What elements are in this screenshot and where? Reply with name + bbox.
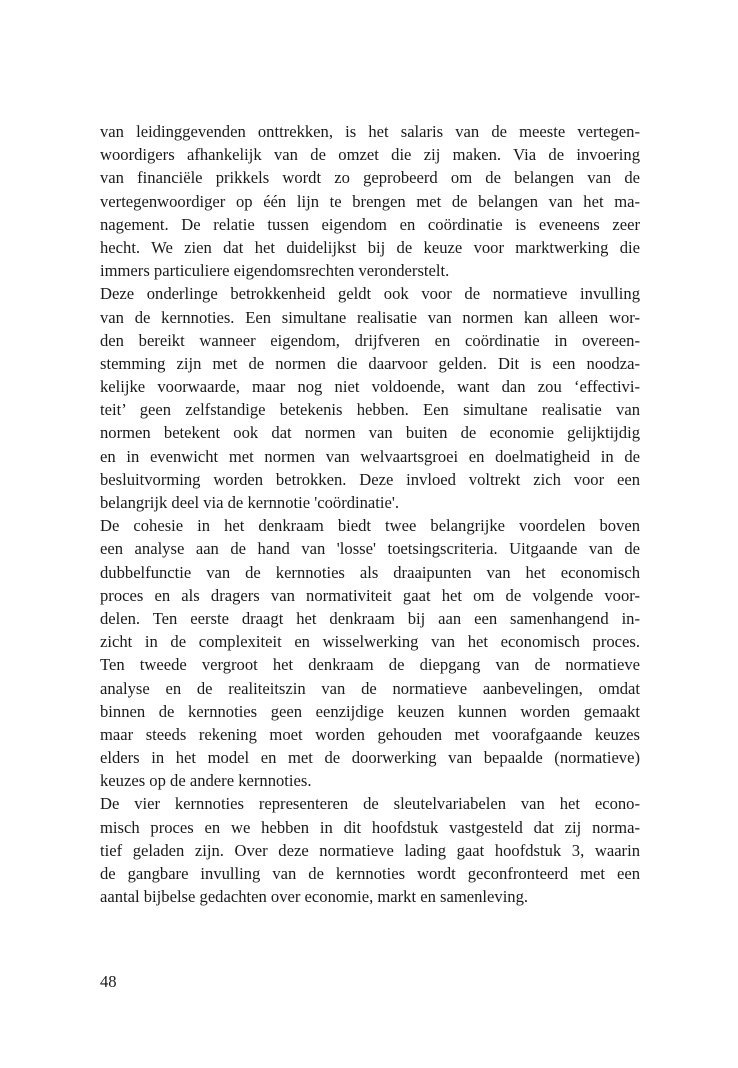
paragraph (100, 792, 640, 908)
text-line: binnen de kernnoties geen eenzijdige keuzen kunnen worden gemaakt (100, 701, 640, 721)
paragraph (100, 120, 640, 282)
text-line: den bereikt wanneer eigendom, drijfveren en coördinatie in overeen- (100, 330, 640, 350)
text-line: woordigers afhankelijk van de omzet die zij maken. Via de invoering (100, 145, 640, 165)
text-line: vertegenwoordiger op één lijn te brengen met de belangen van het ma- (100, 191, 640, 211)
text-line: misch proces en we hebben in dit hoofdstuk vastgesteld dat zij norma- (100, 817, 640, 837)
text-line: maar steeds rekening moet worden gehouden met voorafgaande keuzes (100, 724, 640, 744)
text-line: dubbelfunctie van de kernnoties als draaipunten van het economisch (100, 562, 640, 582)
text-line: keuzes op de andere kernnoties. (100, 771, 312, 791)
text-line: De cohesie in het denkraam biedt twee belangrijke voordelen boven (100, 516, 640, 536)
text-line: en in evenwicht met normen van welvaartsgroei en doelmatigheid in de (100, 446, 640, 466)
body-text (100, 120, 640, 908)
text-line: delen. Ten eerste draagt het denkraam bij aan een samenhangend in- (100, 608, 640, 628)
text-line: de gangbare invulling van de kernnoties wordt geconfronteerd met een (100, 864, 640, 883)
text-line: van leidinggevenden onttrekken, is het salaris van de meeste vertegen- (100, 122, 640, 141)
text-line: zicht in de complexiteit en wisselwerking van het economisch proces. (100, 632, 640, 652)
text-line: aantal bijbelse gedachten over economie, markt en samenleving. (100, 887, 529, 907)
text-line: hecht. We zien dat het duidelijkst bij de keuze voor marktwerking die (100, 237, 640, 257)
text-line: een analyse aan de hand van 'losse' toetsingscriteria. Uitgaande van de (100, 539, 640, 559)
text-line: Deze onderlinge betrokkenheid geldt ook voor de normatieve invulling (100, 284, 640, 304)
page-number: 48 (100, 972, 117, 991)
text-line: van financiële prikkels wordt zo geprobeerd om de belangen van de (100, 168, 640, 188)
paragraph (100, 282, 640, 514)
text-line: besluitvorming worden betrokken. Deze invloed voltrekt zich voor een (100, 469, 640, 489)
text-line: kelijke voorwaarde, maar nog niet voldoende, want dan zou ‘effectivi- (100, 377, 640, 397)
text-line: immers particuliere eigendomsrechten veronderstelt. (100, 261, 450, 281)
text-line: elders in het model en met de doorwerking van bepaalde (normatieve) (100, 748, 640, 768)
text-line: stemming zijn met de normen die daarvoor gelden. Dit is een noodza- (100, 353, 640, 373)
text-line: Ten tweede vergroot het denkraam de diepgang van de normatieve (100, 655, 640, 675)
text-line: nagement. De relatie tussen eigendom en coördinatie is eveneens zeer (100, 214, 640, 234)
text-line: van de kernnoties. Een simultane realisatie van normen kan alleen wor- (100, 307, 640, 327)
text-line: tief geladen zijn. Over deze normatieve lading gaat hoofdstuk 3, waarin (100, 840, 640, 860)
text-line: belangrijk deel via de kernnotie 'coördinatie'. (100, 493, 400, 512)
text-line: analyse en de realiteitszin van de normatieve aanbevelingen, omdat (100, 678, 640, 698)
text-line: proces en als dragers van normativiteit gaat het om de volgende voor- (100, 585, 640, 605)
text-line: teit’ geen zelfstandige betekenis hebben. Een simultane realisatie van (100, 400, 640, 420)
text-line: normen betekent ook dat normen van buiten de economie gelijktijdig (100, 423, 640, 443)
text-line: De vier kernnoties representeren de sleutelvariabelen van het econo- (100, 794, 640, 814)
paragraph (100, 514, 640, 792)
